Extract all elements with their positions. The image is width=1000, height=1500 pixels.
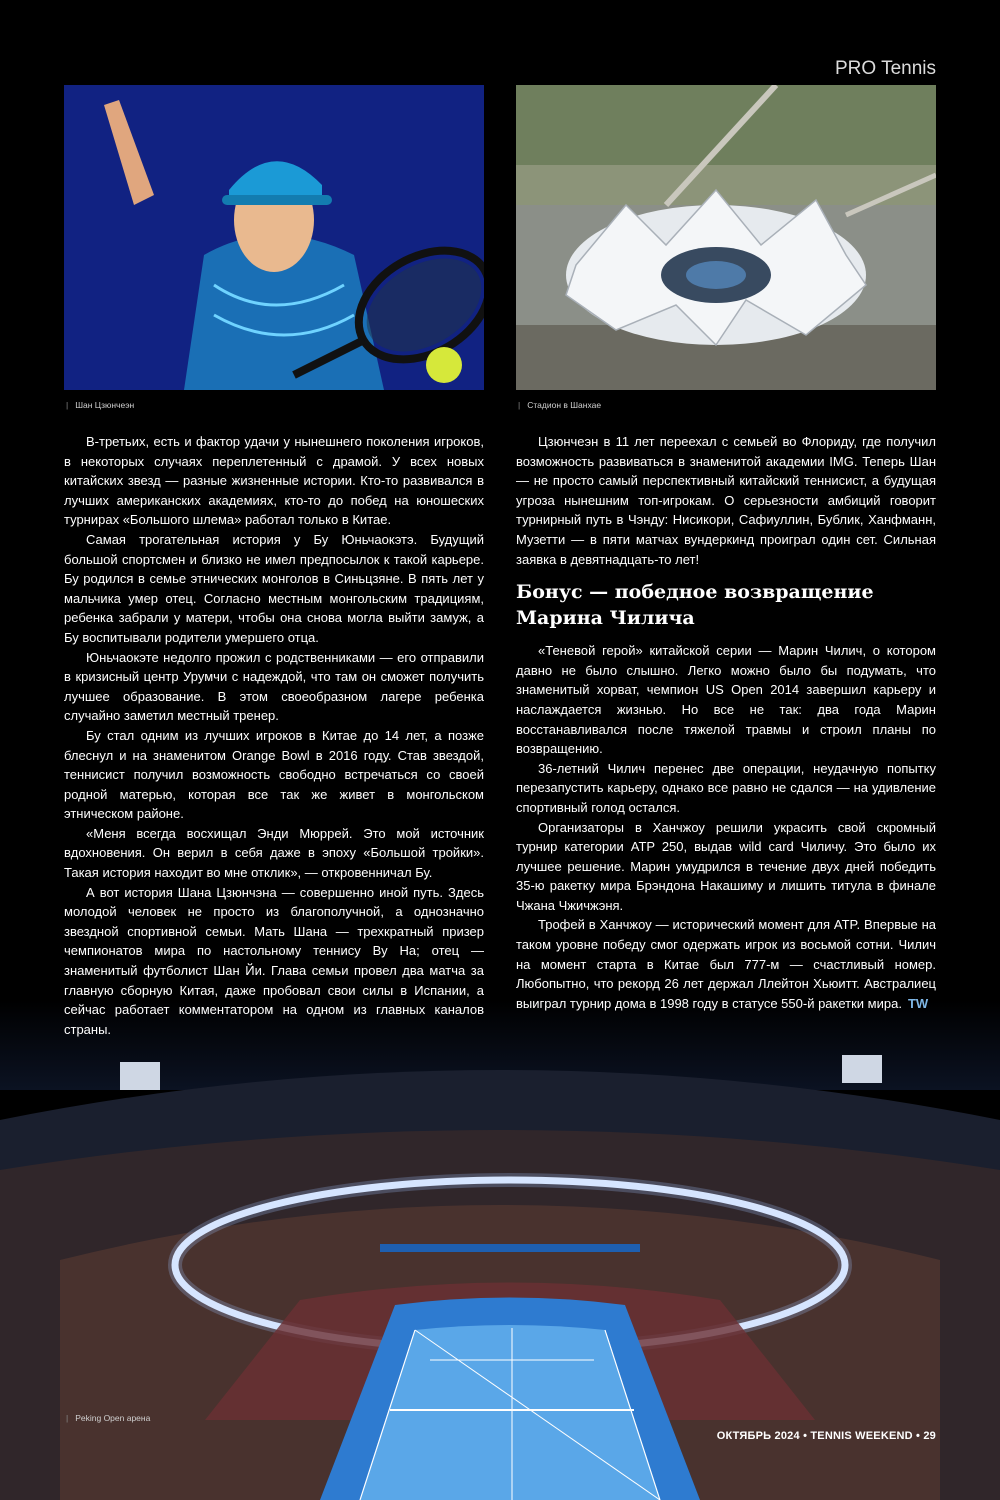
caption-divider: | — [66, 400, 69, 410]
player-illustration — [64, 85, 484, 390]
article-paragraph: Организаторы в Ханчжоу решили украсить свой скромный турнир категории ATP 250, выдав wild card Чиличу. Это было их лучшее решение. Марин умудрился в течение двух дней победить 35-ю ракетку мира Брэндона Накашиму и лишить титула в финале Чжана Чжичжэня. — [516, 819, 936, 913]
article-paragraph: А вот история Шана Цзюнчэна — совершенно иной путь. Здесь молодой человек не просто из благополучной, а однозначно звездной спортивной семьи. Мать Шана — трехкратный призер чемпионатов мира по настольному теннису Ву На; отец — знаменитый футболист Шан Йи. Глава семьи провел два матча за главную сборную Китая, даже пробовал свои силы в Испании, а сейчас работает комментатором на одном из главных каналов страны. — [64, 884, 484, 1037]
player-photo — [64, 85, 484, 390]
article-paragraph: «Меня всегда восхищал Энди Мюррей. Это мой источник вдохновения. Он верил в себя даже в эпоху «Большой тройки». Такая история находит во мне отклик», — откровенничал Бу. — [64, 825, 484, 881]
player-caption-text: Шан Цзюнчеэн — [75, 400, 135, 410]
stadium-illustration — [516, 85, 936, 390]
article-paragraph: 36-летний Чилич перенес две операции, неудачную попытку перезапустить карьеру, однако все равно не сдался — на удивление спортивный голод остался. — [516, 760, 936, 815]
article-paragraph: «Теневой герой» китайской серии — Марин Чилич, о котором давно не было слышно. Легко можно было бы подумать, что знаменитый хорват, чемпион US Open 2014 завершил карьеру и наслаждается жизнью. Но все не так: два года Марин восстанавливался после тяжелой травмы и строил планы по возвращению. — [516, 643, 936, 757]
article-right-column — [516, 432, 936, 1013]
caption-divider: | — [66, 1413, 69, 1423]
stadium-photo — [516, 85, 936, 390]
article-paragraph: Цзюнчеэн в 11 лет переехал с семьей во Флориду, где получил возможность развиваться в знаменитой академии IMG. Теперь Шан — не просто самый перспективный китайский теннисист, а будущая угроза нынешним топ-игрокам. О серьезности амбиций говорит турнирный путь в Чэнду: Нисикори, Сафиуллин, Бублик, Ханфманн, Музетти — в пяти матчах вундеркинд проиграл один сет. Сильная заявка в девятнадцать-то лет! — [516, 434, 936, 567]
page-footer: ОКТЯБРЬ 2024 • TENNIS WEEKEND • 29 — [716, 1430, 936, 1442]
arena-photo — [0, 1000, 1000, 1500]
article-last-paragraph — [516, 915, 936, 1013]
caption-divider: | — [518, 400, 521, 410]
article-paragraph: Бу стал одним из лучших игроков в Китае до 14 лет, а позже блеснул и на знаменитом Orange Bowl в 2016 году. Став звездой, теннисист получил возможность свободно встречаться со своей родной матерью, которая все так же живет в монгольском этническом районе. — [64, 727, 484, 822]
stadium-photo-caption — [518, 400, 601, 410]
section-label: PRO Tennis — [834, 58, 936, 79]
player-photo-caption — [66, 400, 134, 410]
stadium-caption-text: Стадион в Шанхае — [527, 400, 602, 410]
tw-end-mark: TW — [907, 995, 929, 1011]
article-paragraph: В-третьих, есть и фактор удачи у нынешнего поколения игроков, в некоторых случаях переплетенный с драмой. У всех новых китайских звезд — разные жизненные истории. Кто-то развивался в лучших американских академиях, кто-то до побед на юношеских турнирах «Большого шлема» работал только в Китае. — [64, 434, 484, 528]
article-paragraph: Юньчаокэте недолго прожил с родственниками — его отправили в кризисный центр Урумчи с надеждой, что там он сможет получить лучшее образование. В этом своеобразном лагере ребенка случайно заметил местный тренер. — [64, 649, 484, 724]
arena-caption-text: Peking Open арена — [75, 1413, 151, 1423]
arena-illustration — [0, 1000, 1000, 1500]
last-paragraph-text: Трофей в Ханчжоу — исторический момент для ATP. Впервые на таком уровне победу смог одержать игрок из восьмой сотни. Чилич на момент старта в Китае был 777-м — счастливый номер. Любопытно, что рекорд 26 лет держал Ллейтон Хьюитт. Австралиец выиграл турнир дома в 1998 году в статусе 550-й ракетки мира. — [516, 917, 936, 1011]
section-heading: Бонус — победное возвращение Марина Чилича — [516, 581, 874, 630]
article-left-column — [64, 432, 484, 1039]
arena-photo-caption — [66, 1413, 150, 1423]
article-paragraph: Самая трогательная история у Бу Юньчаокэтэ. Будущий большой спортсмен и близко не имел предпосылок к такой карьере. Бу родился в семье этнических монголов в Синьцзяне. В пять лет у мальчика умер отец. Согласно местным монгольским традициям, ребенка забрали у матери, чтобы она снова могла выйти замуж, а Бу воспитывали родители умершего отца. — [64, 531, 484, 645]
